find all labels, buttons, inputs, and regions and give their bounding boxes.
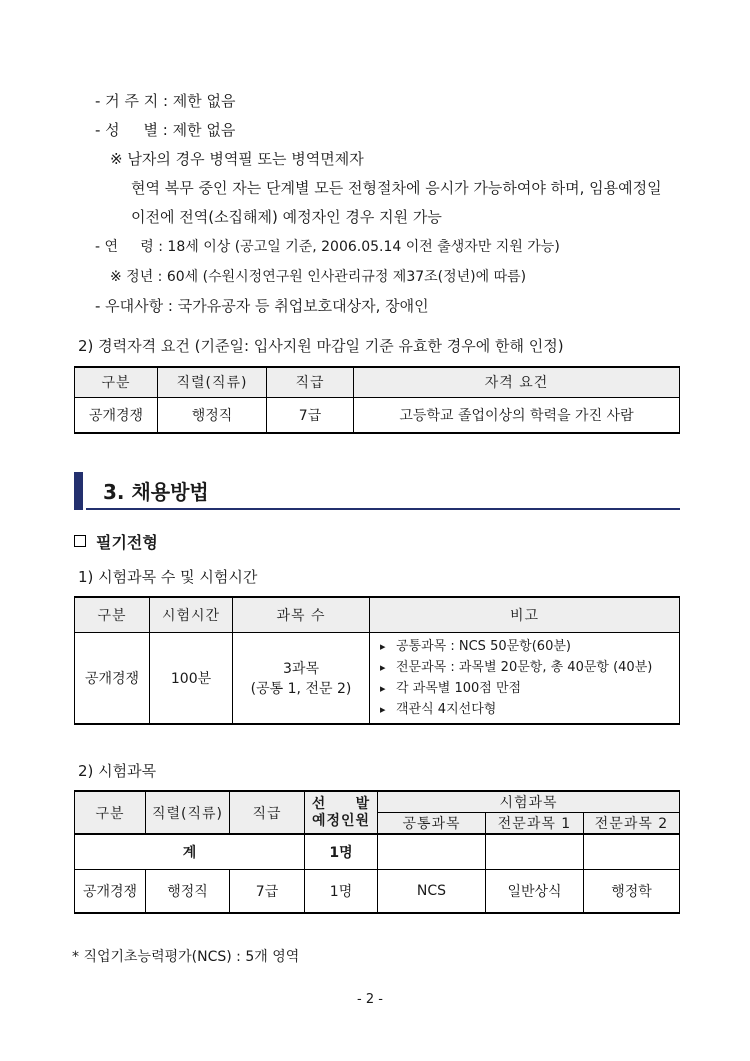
list-item: ▸ 각 과목별 100점 만점	[380, 678, 679, 699]
military-detail-2: 이전에 전역(소집해제) 예정자인 경우 지원 가능	[131, 208, 442, 226]
career-cell-series: 행정직	[158, 397, 267, 433]
exam-subjects-count: 3과목	[283, 660, 319, 677]
subj-header-category: 구분	[75, 791, 146, 834]
exam-subjects-table	[74, 790, 680, 914]
checkbox-square-icon	[74, 535, 86, 547]
exam-cell-subjects	[233, 632, 370, 724]
exam-time-table	[74, 596, 680, 725]
career-table	[74, 366, 680, 434]
career-heading: 2) 경력자격 요건 (기준일: 입사지원 마감일 기준 유효한 경우에 한해 인정)	[78, 337, 564, 355]
subj-cell-grade: 7급	[230, 869, 305, 913]
total-label: 계	[75, 834, 305, 869]
career-cell-grade: 7급	[267, 397, 354, 433]
table-row	[75, 834, 680, 869]
career-header-series: 직렬(직류)	[158, 367, 267, 397]
exam-subjects-breakdown: (공통 1, 전문 2)	[250, 680, 352, 697]
exam-header-notes: 비고	[370, 597, 680, 632]
exam-cell-notes	[370, 632, 680, 724]
career-header-category: 구분	[75, 367, 158, 397]
subj-header-major1: 전문과목 1	[486, 813, 584, 835]
military-detail-1: 현역 복무 중인 자는 단계별 모든 전형절차에 응시가 가능하여야 하며, 임용예정일	[131, 179, 662, 197]
total-count: 1명	[305, 834, 378, 869]
military-note: ※ 남자의 경우 병역필 또는 병역면제자	[110, 150, 364, 168]
list-item: ▸ 전문과목 : 과목별 20문항, 총 40문항 (40분)	[380, 657, 679, 678]
exam-cell-duration: 100분	[150, 632, 233, 724]
table-row	[75, 632, 680, 724]
career-cell-requirement: 고등학교 졸업이상의 학력을 가진 사람	[354, 397, 680, 433]
exam-cell-category: 공개경쟁	[75, 632, 150, 724]
exam-subjects-heading: 2) 시험과목	[78, 762, 157, 780]
list-item: ▸ 객관식 4지선다형	[380, 699, 679, 720]
subj-cell-count: 1명	[305, 869, 378, 913]
subj-cell-major2: 행정학	[584, 869, 680, 913]
table-row	[75, 869, 680, 913]
subj-header-grade: 직급	[230, 791, 305, 834]
subj-header-planned: 선 발 예정인원	[305, 791, 378, 834]
retirement-note: ※ 정년 : 60세 (수원시정연구원 인사관리규정 제37조(정년)에 따름)	[110, 269, 527, 285]
section-marker	[74, 472, 83, 510]
age-line: - 연 령 : 18세 이상 (공고일 기준, 2006.05.14 이전 출생자만 지원 가능)	[95, 239, 560, 255]
career-header-grade: 직급	[267, 367, 354, 397]
exam-time-heading: 1) 시험과목 수 및 시험시간	[78, 568, 258, 586]
career-cell-category: 공개경쟁	[75, 397, 158, 433]
subsection-title	[74, 530, 158, 553]
subj-cell-series: 행정직	[146, 869, 230, 913]
subj-header-major2: 전문과목 2	[584, 813, 680, 835]
gender-line: - 성 별 : 제한 없음	[95, 121, 236, 139]
page-number: - 2 -	[357, 992, 383, 1007]
subj-cell-category: 공개경쟁	[75, 869, 146, 913]
exam-header-subjects: 과목 수	[233, 597, 370, 632]
list-item: ▸ 공통과목 : NCS 50문항(60분)	[380, 636, 679, 657]
section-underline	[86, 508, 680, 510]
subj-header-series: 직렬(직류)	[146, 791, 230, 834]
subj-header-common: 공통과목	[378, 813, 486, 835]
subsection-label: 필기전형	[96, 533, 158, 552]
table-row	[75, 397, 680, 433]
subj-cell-common: NCS	[378, 869, 486, 913]
residence-line: - 거 주 지 : 제한 없음	[95, 92, 236, 110]
footnote: * 직업기초능력평가(NCS) : 5개 영역	[72, 949, 300, 965]
exam-header-duration: 시험시간	[150, 597, 233, 632]
career-header-requirement: 자격 요건	[354, 367, 680, 397]
section-title: 3. 채용방법	[103, 480, 209, 504]
exam-header-category: 구분	[75, 597, 150, 632]
preference-line: - 우대사항 : 국가유공자 등 취업보호대상자, 장애인	[95, 297, 429, 315]
subj-header-subjects: 시험과목	[378, 791, 680, 813]
subj-cell-major1: 일반상식	[486, 869, 584, 913]
